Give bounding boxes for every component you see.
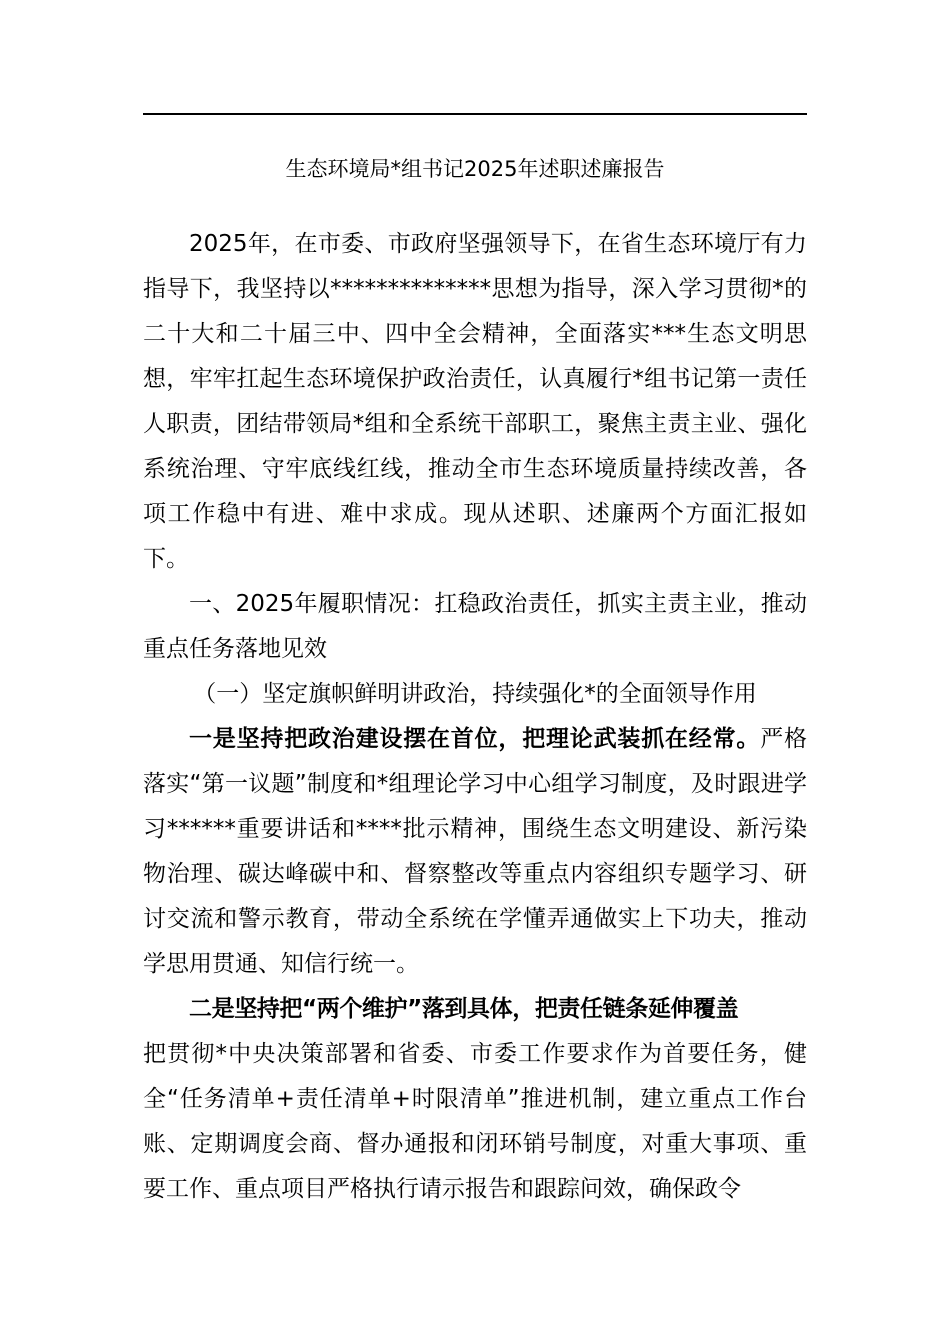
point-1-text: 严格落实“第一议题”制度和*组理论学习中心组学习制度，及时跟进学习******重要讲话和****批示精神，围绕生态文明建设、新污染物治理、碳达峰碳中和、督察整改等重点内容组织专题学习、研讨交流和警示教育，带动全系统在学懂弄通做实上下功夫，推动学思用贯通、知信行统一。: [143, 726, 808, 977]
point-1-lead: 一是坚持把政治建设摆在首位，把理论武装抓在经常。: [189, 726, 761, 752]
point-2-lead: 二是坚持把“两个维护”落到具体，把责任链条延伸覆盖: [189, 996, 739, 1022]
section-heading-1: 一、2025年履职情况：扛稳政治责任，抓实主责主业，推动重点任务落地见效: [143, 591, 807, 662]
document-title: 生态环境局*组书记2025年述职述廉报告: [285, 157, 665, 181]
point-2-paragraph: 把贯彻*中央决策部署和省委、市委工作要求作为首要任务，健全“任务清单+责任清单+时限清单”推进机制，建立重点工作台账、定期调度会商、督办通报和闭环销号制度，对重大事项、重要工作、重点项目严格执行请示报告和跟踪问效，确保政令: [143, 1041, 807, 1202]
subsection-heading-1: （一）坚定旗帜鲜明讲政治，持续强化*的全面领导作用: [193, 681, 757, 707]
document-body: [143, 222, 807, 1212]
point-2-lead-paragraph: [143, 987, 807, 1032]
point-1-paragraph: [143, 717, 807, 987]
header-rule: [143, 113, 807, 115]
intro-paragraph: 2025年，在市委、市政府坚强领导下，在省生态环境厅有力指导下，我坚持以**************思想为指导，深入学习贯彻*的二十大和二十届三中、四中全会精神，全面落实***生态文明思想，牢牢扛起生态环境保护政治责任，认真履行*组书记第一责任人职责，团结带领局*组和全系统干部职工，聚焦主责主业、强化系统治理、守牢底线红线，推动全市生态环境质量持续改善，各项工作稳中有进、难中求成。现从述职、述廉两个方面汇报如下。: [143, 231, 807, 572]
